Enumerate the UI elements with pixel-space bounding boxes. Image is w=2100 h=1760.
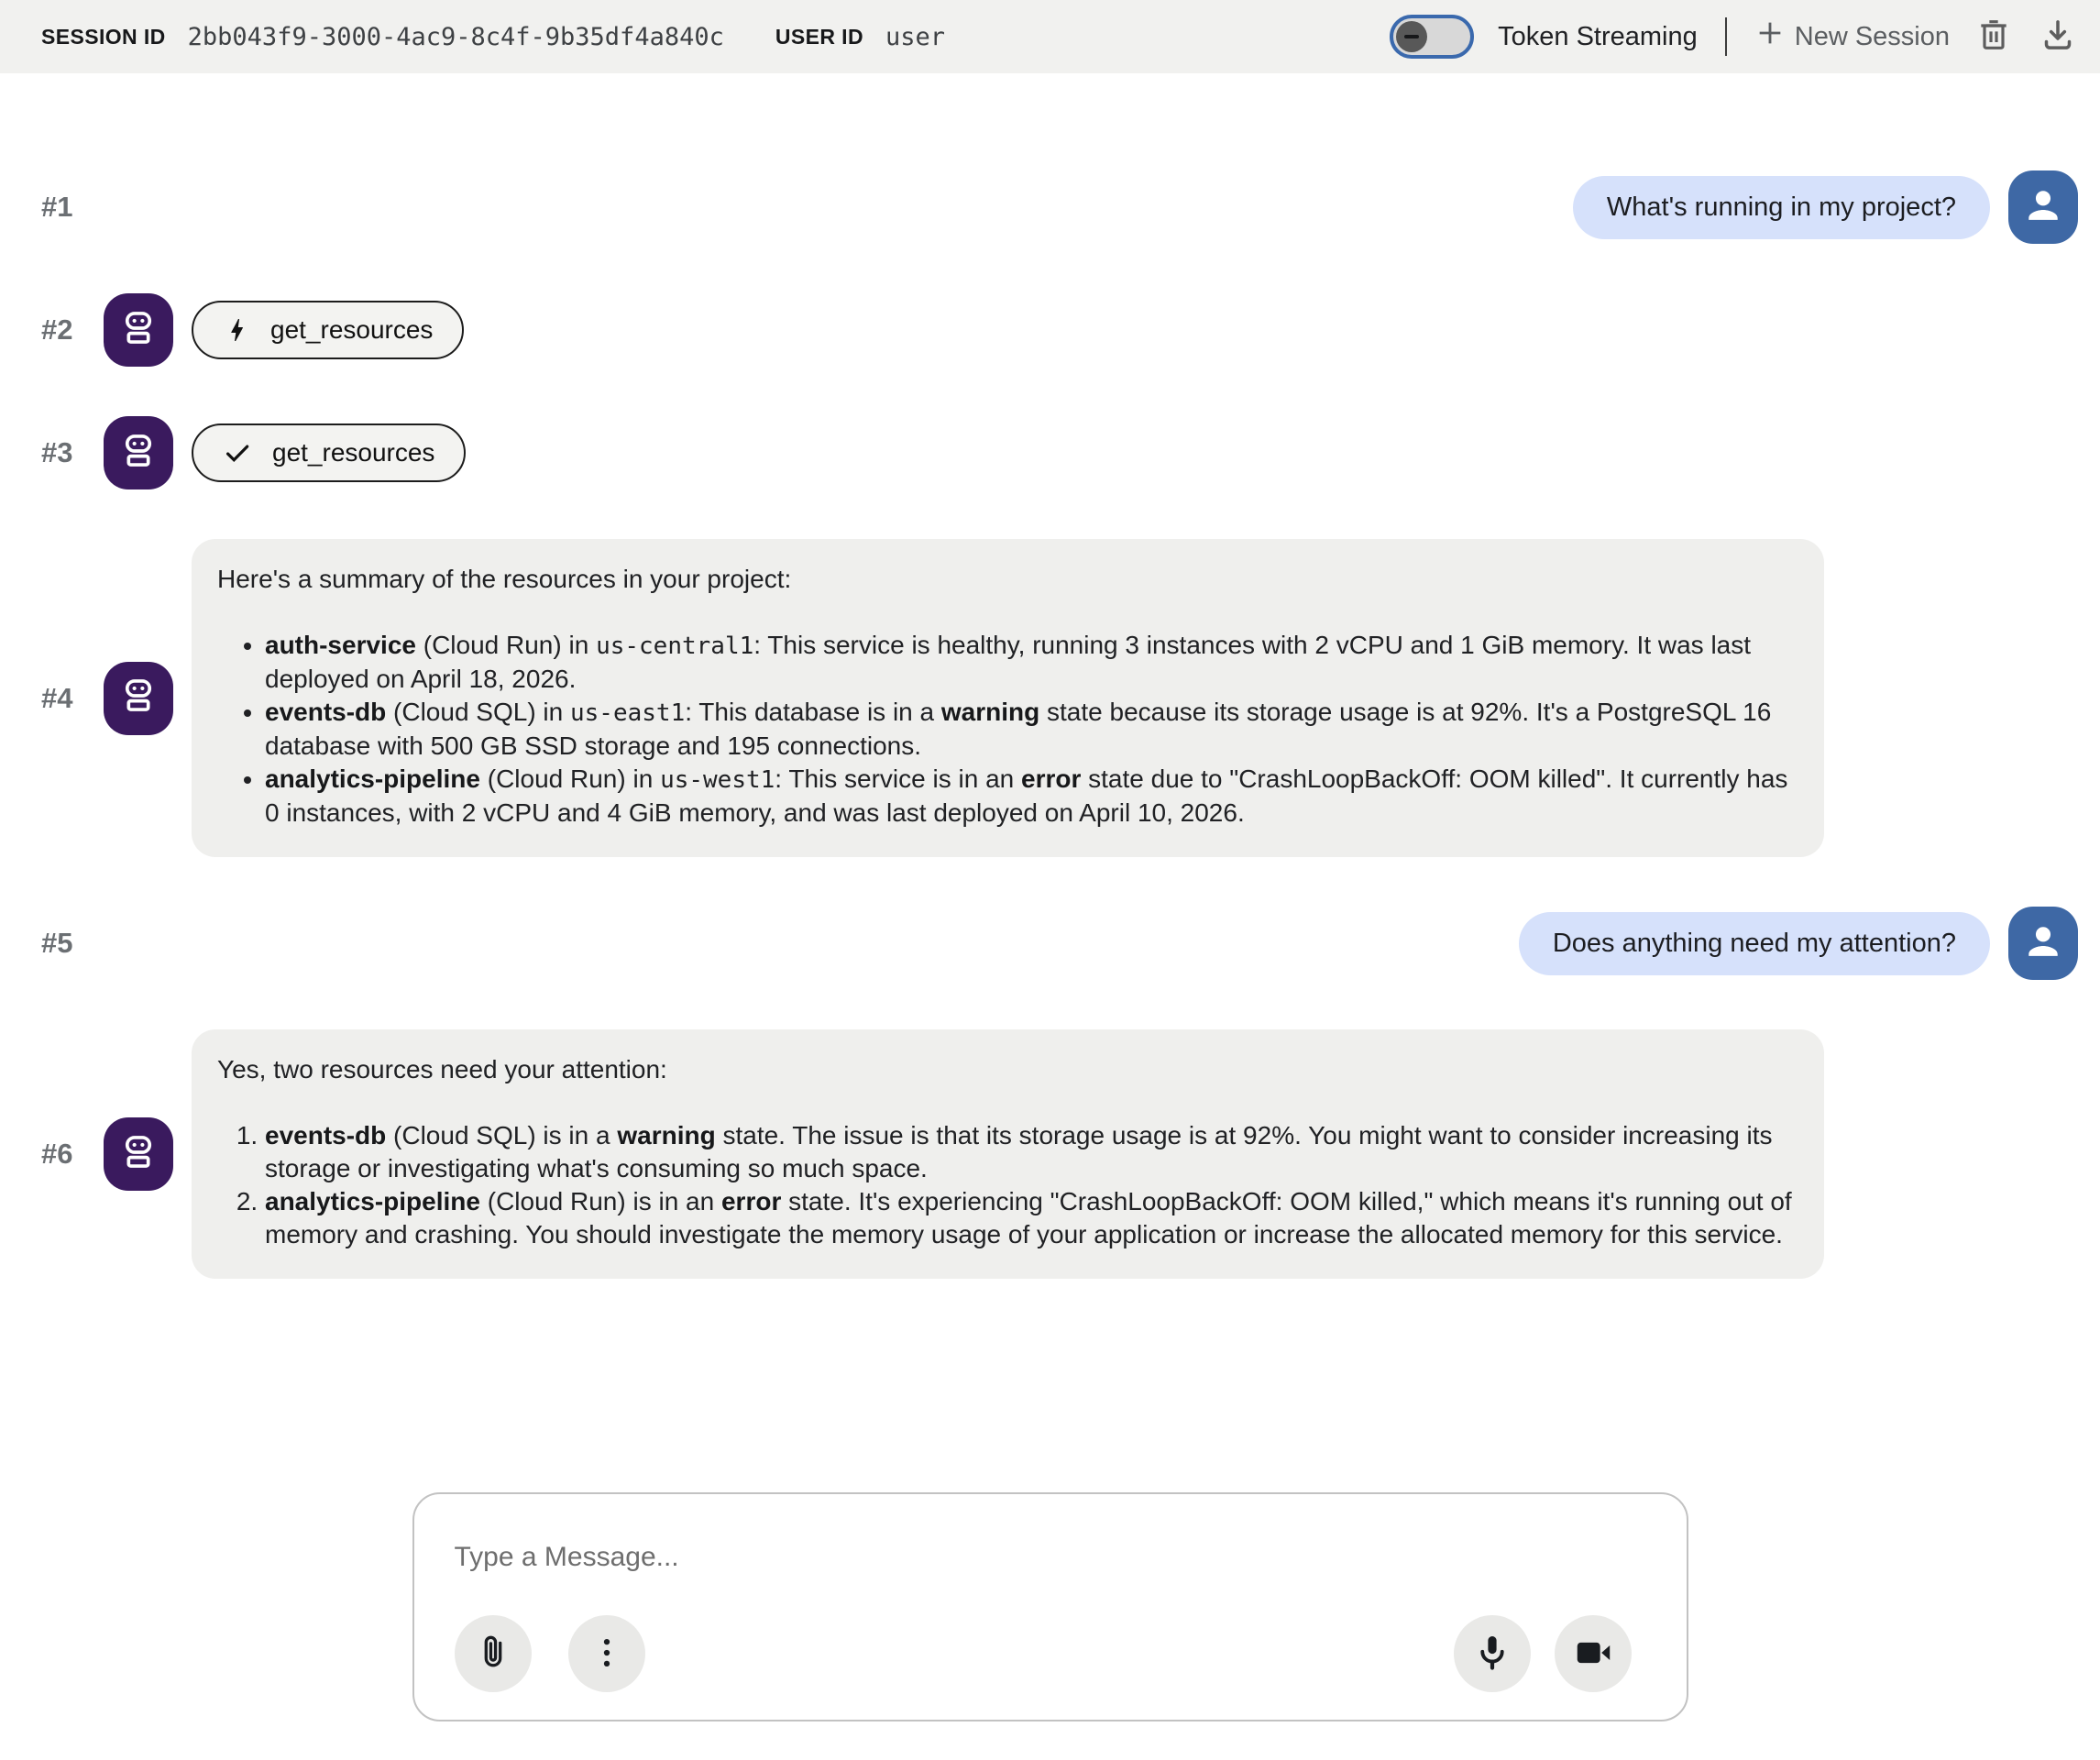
vertical-dots-icon	[588, 1634, 626, 1675]
token-streaming-label: Token Streaming	[1498, 21, 1698, 51]
user-avatar	[2008, 170, 2078, 244]
microphone-button[interactable]	[1454, 1615, 1531, 1692]
message-composer	[412, 1492, 1688, 1722]
agent-avatar	[104, 1117, 173, 1191]
agent-message-intro: Yes, two resources need your attention:	[217, 1055, 667, 1084]
user-id-label: USER ID	[775, 24, 863, 49]
person-icon	[2022, 184, 2064, 231]
session-id-value: 2bb043f9-3000-4ac9-8c4f-9b35df4a840c	[187, 22, 724, 51]
agent-message-intro: Here's a summary of the resources in your project:	[217, 565, 792, 593]
event-row	[41, 907, 2078, 980]
list-item: 1. events-db (Cloud SQL) is in a warning state. The issue is that its storage usage is at 92%. You might want to consider increasing its storage or investigating what's consuming so much space.	[265, 1119, 1797, 1185]
event-row	[41, 416, 2078, 490]
toggle-thumb-icon	[1396, 21, 1427, 52]
tool-name-label: get_resources	[270, 315, 434, 344]
user-message-bubble: What's running in my project?	[1573, 176, 1990, 239]
event-row	[41, 293, 2078, 367]
user-id-value: user	[885, 22, 945, 51]
agent-avatar	[104, 416, 173, 490]
bolt-icon	[223, 316, 250, 344]
token-streaming-toggle[interactable]	[1390, 15, 1474, 59]
session-id-label: SESSION ID	[41, 24, 166, 49]
video-camera-icon	[1572, 1632, 1614, 1677]
microphone-icon	[1471, 1632, 1513, 1677]
robot-icon	[119, 1133, 158, 1176]
tool-call-chip[interactable]	[192, 424, 466, 482]
list-item: • events-db (Cloud SQL) in us-east1: This database is in a warning state because its storage usage is at 92%. It's a PostgreSQL 16 database with 500 GB SSD storage and 195 connections.	[265, 696, 1797, 763]
robot-icon	[119, 309, 158, 352]
event-row	[41, 539, 2078, 857]
agent-message-bubble	[192, 539, 1824, 857]
paperclip-icon	[473, 1633, 513, 1676]
new-session-label: New Session	[1794, 21, 1950, 51]
trash-icon	[1975, 16, 2012, 58]
event-index-label: #2	[41, 314, 73, 346]
delete-session-button[interactable]	[1974, 16, 2014, 57]
more-options-button[interactable]	[568, 1615, 645, 1692]
message-input[interactable]	[455, 1542, 1160, 1573]
robot-icon	[119, 432, 158, 475]
check-icon	[223, 438, 252, 468]
user-avatar	[2008, 907, 2078, 980]
event-row	[41, 1029, 2078, 1279]
new-session-button[interactable]	[1754, 17, 1950, 56]
user-message-bubble: Does anything need my attention?	[1519, 912, 1990, 975]
header-divider	[1725, 17, 1727, 56]
person-icon	[2022, 920, 2064, 967]
event-index-label: #1	[41, 191, 73, 223]
event-index-label: #5	[41, 927, 73, 959]
robot-icon	[119, 676, 158, 720]
agent-message-list	[217, 1119, 1797, 1251]
event-row	[41, 170, 2078, 244]
list-item: • analytics-pipeline (Cloud Run) in us-west1: This service is in an error state due to "CrashLoopBackOff: OOM killed". It currently has 0 instances, with 2 vCPU and 4 GiB memory, and was last deployed on April 10, 2026.	[265, 763, 1797, 830]
export-session-button[interactable]	[2038, 16, 2078, 57]
session-header	[0, 0, 2100, 73]
agent-message-list	[217, 629, 1797, 830]
agent-message-bubble	[192, 1029, 1824, 1279]
attach-file-button[interactable]	[455, 1615, 532, 1692]
tool-call-chip[interactable]	[192, 301, 464, 359]
event-index-label: #3	[41, 436, 73, 468]
event-index-label: #6	[41, 1138, 73, 1170]
chat-feed	[0, 73, 2100, 1279]
plus-icon	[1754, 17, 1786, 56]
list-item: 2. analytics-pipeline (Cloud Run) is in an error state. It's experiencing "CrashLoopBackOff: OOM killed," which means it's running out of memory and crashing. You should investigate the memory usage of your application or increase the allocated memory for this service.	[265, 1185, 1797, 1251]
download-icon	[2040, 16, 2076, 58]
agent-avatar	[104, 293, 173, 367]
event-index-label: #4	[41, 681, 73, 714]
video-camera-button[interactable]	[1555, 1615, 1632, 1692]
tool-name-label: get_resources	[272, 438, 435, 467]
agent-avatar	[104, 662, 173, 735]
list-item: • auth-service (Cloud Run) in us-central1: This service is healthy, running 3 instances with 2 vCPU and 1 GiB memory. It was last deployed on April 18, 2026.	[265, 629, 1797, 696]
